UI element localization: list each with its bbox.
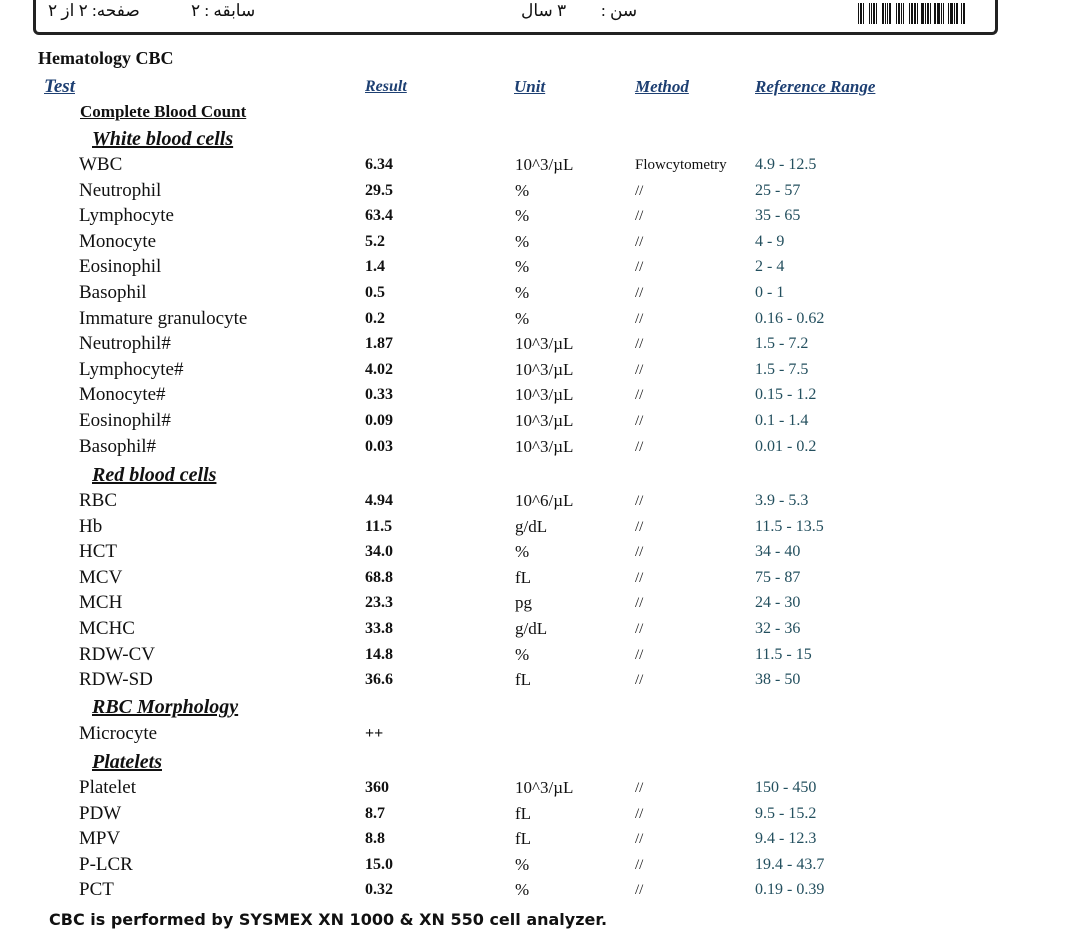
test-name: Hb xyxy=(79,515,103,537)
barcode-bar xyxy=(898,3,900,24)
test-name: Lymphocyte# xyxy=(79,358,184,380)
method: // xyxy=(635,208,644,225)
test-name: Monocyte xyxy=(79,230,157,252)
unit: % xyxy=(515,180,530,200)
result-value: 5.2 xyxy=(365,232,385,250)
unit: fL xyxy=(515,829,532,849)
section-title: White blood cells xyxy=(92,128,234,150)
unit: % xyxy=(515,308,530,328)
method: // xyxy=(635,182,644,199)
barcode-bar xyxy=(863,3,864,24)
result-value: 0.09 xyxy=(365,412,393,429)
barcode-bar xyxy=(909,3,910,24)
page-number: صفحه: ۲ از ۲ xyxy=(48,1,140,20)
barcode-bar xyxy=(896,3,897,24)
method: // xyxy=(635,413,644,429)
reference-range: 19.4 - 43.7 xyxy=(755,855,825,873)
barcode-bar xyxy=(930,3,931,24)
section-title: Platelets xyxy=(92,751,162,773)
method: // xyxy=(635,646,644,663)
test-name: Microcyte xyxy=(79,723,158,744)
barcode-bar xyxy=(927,3,929,24)
unit: fL xyxy=(515,567,532,587)
barcode-image xyxy=(858,3,998,24)
method: // xyxy=(635,336,644,353)
unit: g/dL xyxy=(515,619,548,638)
barcode-bar xyxy=(917,3,918,24)
unit: g/dL xyxy=(515,516,548,536)
group-title: Complete Blood Count xyxy=(80,102,247,121)
reference-range: 9.5 - 15.2 xyxy=(755,804,817,822)
unit: fL xyxy=(515,670,532,690)
reference-range: 0 - 1 xyxy=(755,284,785,301)
section-title: RBC Morphology xyxy=(92,696,239,718)
barcode-bar xyxy=(887,3,888,24)
test-name: Platelet xyxy=(79,777,136,798)
table-row xyxy=(0,333,1080,358)
result-value: 15.0 xyxy=(365,855,393,873)
test-name: Neutrophil# xyxy=(79,333,171,355)
test-name: MCH xyxy=(79,592,123,614)
unit: 10^3/µL xyxy=(515,334,574,354)
barcode-bar xyxy=(858,3,859,24)
barcode-bar xyxy=(873,3,875,24)
barcode-bar xyxy=(903,3,904,24)
test-name: HCT xyxy=(79,541,117,563)
test-name: PDW xyxy=(79,802,122,824)
method: // xyxy=(635,569,644,586)
test-name: MPV xyxy=(79,828,121,850)
barcode-bar xyxy=(901,3,902,24)
reference-range: 1.5 - 7.5 xyxy=(755,360,809,378)
age-label: سن : xyxy=(601,1,638,20)
section-title: Red blood cells xyxy=(92,464,217,486)
method: Flowcytometry xyxy=(635,157,727,173)
table-row xyxy=(0,567,1080,592)
column-header-result: Result xyxy=(365,78,407,95)
unit: % xyxy=(515,542,530,562)
unit: % xyxy=(515,880,530,900)
unit: % xyxy=(515,257,530,277)
result-value: 33.8 xyxy=(365,620,393,637)
barcode-bar xyxy=(937,3,940,24)
table-row xyxy=(0,256,1080,281)
result-value: 0.5 xyxy=(365,284,385,301)
test-name: RDW-CV xyxy=(79,643,155,665)
test-name: Basophil# xyxy=(79,435,157,457)
result-value: 0.2 xyxy=(365,309,385,327)
test-name: MCHC xyxy=(79,618,135,639)
reference-range: 0.19 - 0.39 xyxy=(755,881,825,899)
method: // xyxy=(635,831,644,848)
unit: % xyxy=(515,283,530,302)
result-value: 11.5 xyxy=(365,517,393,535)
reference-range: 11.5 - 13.5 xyxy=(755,517,824,535)
barcode-bar xyxy=(876,3,877,24)
table-row xyxy=(0,231,1080,256)
result-value: 68.8 xyxy=(365,568,393,586)
table-row xyxy=(0,516,1080,541)
age-value: ۳ سال xyxy=(521,1,567,20)
reference-range: 34 - 40 xyxy=(755,543,801,561)
barcode-bar xyxy=(954,3,955,24)
test-name: WBC xyxy=(79,154,123,175)
unit: 10^3/µL xyxy=(515,778,574,797)
table-row xyxy=(0,592,1080,617)
barcode-bar xyxy=(950,3,953,24)
unit: 10^3/µL xyxy=(515,411,574,430)
column-header-reference: Reference Range xyxy=(755,77,876,96)
test-name: Monocyte# xyxy=(79,384,166,406)
column-header-unit: Unit xyxy=(514,77,546,96)
table-row xyxy=(0,777,1080,802)
method: // xyxy=(635,310,644,327)
reference-range: 25 - 57 xyxy=(755,181,801,199)
table-row xyxy=(0,644,1080,669)
barcode-bar xyxy=(871,3,872,24)
method: // xyxy=(635,518,644,535)
test-name: Immature granulocyte xyxy=(79,307,248,329)
barcode-bar xyxy=(911,3,913,24)
result-value: 360 xyxy=(365,779,389,796)
reference-range: 38 - 50 xyxy=(755,671,801,689)
result-value: 63.4 xyxy=(365,207,393,225)
unit: % xyxy=(515,644,530,664)
test-name: PCT xyxy=(79,879,114,901)
barcode-bar xyxy=(882,3,884,24)
barcode-bar xyxy=(956,3,958,24)
reference-range: 0.16 - 0.62 xyxy=(755,309,825,327)
report-title: Hematology CBC xyxy=(38,48,174,68)
barcode-bar xyxy=(885,3,886,24)
result-value: 29.5 xyxy=(365,181,393,199)
method: // xyxy=(635,672,644,689)
reference-range: 11.5 - 15 xyxy=(755,645,812,663)
method: // xyxy=(635,780,644,796)
barcode-bar xyxy=(948,3,949,24)
table-row xyxy=(0,308,1080,333)
result-value: 0.33 xyxy=(365,386,393,404)
unit: 10^3/µL xyxy=(515,436,574,456)
table-row xyxy=(0,154,1080,179)
result-value: 0.32 xyxy=(365,881,393,899)
method: // xyxy=(635,805,644,822)
test-name: P-LCR xyxy=(79,853,133,875)
report-header-box xyxy=(33,0,998,35)
result-value: 8.8 xyxy=(365,830,385,848)
reference-range: 75 - 87 xyxy=(755,568,801,586)
barcode-bar xyxy=(961,3,962,24)
unit: 10^6/µL xyxy=(515,491,574,510)
table-row xyxy=(0,384,1080,409)
method: // xyxy=(635,882,644,899)
table-row xyxy=(0,282,1080,307)
reference-range: 32 - 36 xyxy=(755,620,801,637)
test-name: RBC xyxy=(79,490,118,511)
barcode-bar xyxy=(943,3,944,24)
column-header-test: Test xyxy=(44,76,75,97)
table-row xyxy=(0,180,1080,205)
unit: pg xyxy=(515,593,532,613)
method: // xyxy=(635,259,644,276)
table-row xyxy=(0,854,1080,879)
table-row xyxy=(0,436,1080,461)
barcode-bar xyxy=(963,3,965,24)
reference-range: 35 - 65 xyxy=(755,207,801,225)
reference-range: 1.5 - 7.2 xyxy=(755,335,809,353)
barcode-bar xyxy=(921,3,924,24)
test-name: Eosinophil xyxy=(79,256,162,278)
method: // xyxy=(635,387,644,404)
test-name: Basophil xyxy=(79,282,147,303)
barcode-bar xyxy=(869,3,870,24)
test-name: Neutrophil xyxy=(79,179,162,201)
reference-range: 4 - 9 xyxy=(755,232,785,250)
result-value: 1.87 xyxy=(365,335,393,353)
column-header-method: Method xyxy=(635,77,689,96)
method: // xyxy=(635,621,644,637)
unit: 10^3/µL xyxy=(515,155,574,174)
reference-range: 0.01 - 0.2 xyxy=(755,437,817,455)
method: // xyxy=(635,361,644,378)
method: // xyxy=(635,856,644,873)
test-name: Lymphocyte xyxy=(79,205,174,227)
unit: % xyxy=(515,231,530,251)
table-row xyxy=(0,490,1080,515)
result-value: 4.02 xyxy=(365,360,393,378)
table-row xyxy=(0,541,1080,566)
table-row xyxy=(0,803,1080,828)
reference-range: 2 - 4 xyxy=(755,258,785,276)
unit: % xyxy=(515,854,530,874)
reference-range: 4.9 - 12.5 xyxy=(755,156,817,173)
footer-note: CBC is performed by SYSMEX XN 1000 & XN 550 cell analyzer. xyxy=(49,910,608,929)
method: // xyxy=(635,285,644,301)
reference-range: 9.4 - 12.3 xyxy=(755,830,817,848)
result-value: 8.7 xyxy=(365,804,385,822)
result-value: 14.8 xyxy=(365,645,393,663)
unit: % xyxy=(515,206,530,226)
method: // xyxy=(635,233,644,250)
barcode-bar xyxy=(925,3,926,24)
method: // xyxy=(635,493,644,509)
table-row xyxy=(0,359,1080,384)
unit: fL xyxy=(515,803,532,823)
barcode-bar xyxy=(914,3,916,24)
result-value: 34.0 xyxy=(365,543,393,561)
table-row xyxy=(0,828,1080,853)
result-value: 23.3 xyxy=(365,594,393,612)
unit: 10^3/µL xyxy=(515,385,574,405)
table-row xyxy=(0,410,1080,435)
result-value: ++ xyxy=(365,725,384,742)
test-name: RDW-SD xyxy=(79,669,153,691)
reference-range: 0.1 - 1.4 xyxy=(755,412,809,429)
reference-range: 0.15 - 1.2 xyxy=(755,386,817,404)
unit: 10^3/µL xyxy=(515,359,574,379)
method: // xyxy=(635,438,644,455)
barcode-bar xyxy=(889,3,891,24)
table-row xyxy=(0,618,1080,643)
table-row xyxy=(0,723,1080,748)
result-value: 6.34 xyxy=(365,156,393,173)
barcode-bar xyxy=(934,3,936,24)
result-value: 36.6 xyxy=(365,671,393,689)
table-row xyxy=(0,879,1080,904)
table-row xyxy=(0,205,1080,230)
test-name: Eosinophil# xyxy=(79,410,171,431)
barcode-bar xyxy=(860,3,862,24)
test-name: MCV xyxy=(79,566,123,588)
result-value: 1.4 xyxy=(365,258,385,276)
method: // xyxy=(635,595,644,612)
table-row xyxy=(0,669,1080,694)
barcode-bar xyxy=(941,3,942,24)
reference-range: 150 - 450 xyxy=(755,779,817,796)
record-number: سابقه : ۲ xyxy=(191,1,256,20)
result-value: 4.94 xyxy=(365,492,393,509)
method: // xyxy=(635,544,644,561)
reference-range: 24 - 30 xyxy=(755,594,801,612)
result-value: 0.03 xyxy=(365,437,393,455)
reference-range: 3.9 - 5.3 xyxy=(755,492,809,509)
